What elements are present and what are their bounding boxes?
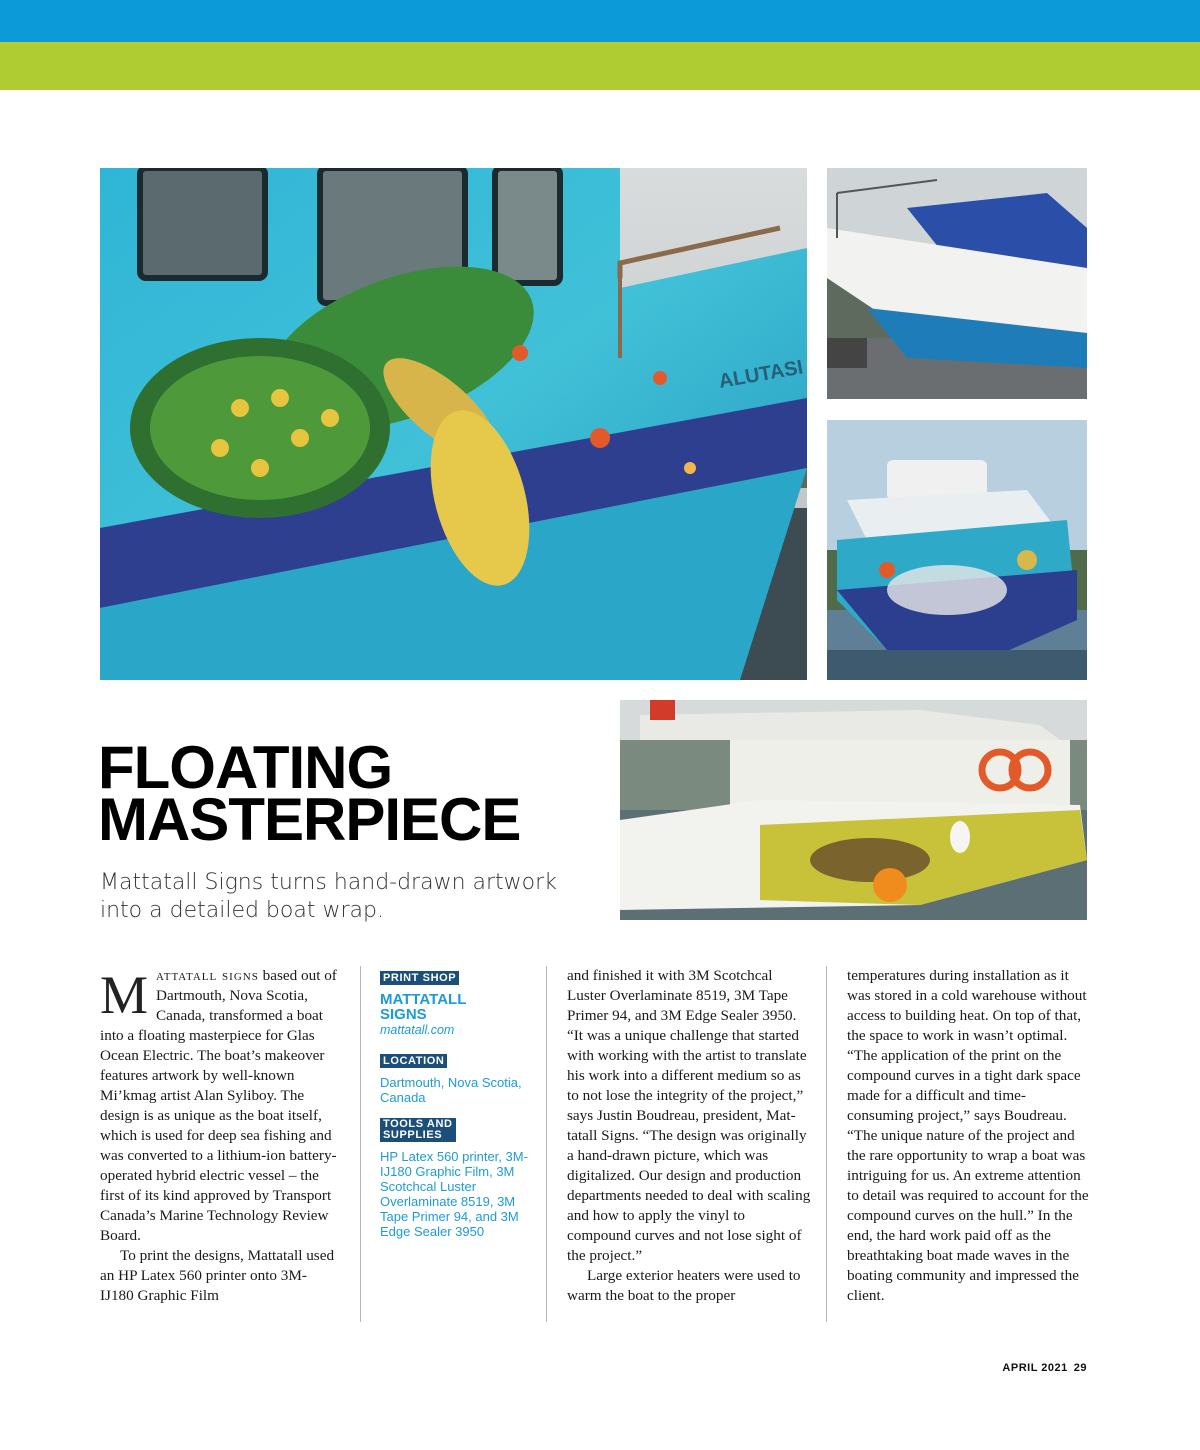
tools-value: HP Latex 560 printer, 3M-IJ180 Graphic Film, 3M Scotchcal Luster Overlaminate 8519, 3M Tape Primer 94, and 3M Edge Sealer 3950 <box>380 1149 528 1239</box>
article-subhead: Mattatall Signs turns hand-drawn artwork into a detailed boat wrap. <box>100 870 557 923</box>
drop-cap: M <box>100 965 149 1025</box>
location-value: Dartmouth, Nova Scotia, Canada <box>380 1075 522 1105</box>
column-divider <box>826 966 827 1322</box>
headline-line-1: FLOATING <box>98 734 393 801</box>
boat-before-wrap-photo <box>827 168 1087 399</box>
boat-wrap-sea-turtle-photo <box>100 168 807 680</box>
article-paragraph <box>100 966 338 1246</box>
fact-sidebar <box>380 968 535 1252</box>
boat-wrapped-bow-photo <box>827 420 1087 680</box>
article-paragraph: Large exterior heaters were used to warm the boat to the proper <box>567 1267 801 1304</box>
article-paragraph: temperatures during installation as it was stored in a cold warehouse without access to building heat. On top of that, the space to work in wasn’t optimal. “The application of the print on the compound curves in a tight dark space made for a difficult and time-consuming project,” says Boudreau. “The unique nature of the project and the rare opportunity to wrap a boat was intriguing for us. An extreme attention to detail was required to account for the compound curves on the hull.” In the end, the hard work paid off as the breathtaking boat made waves in the boating community and impressed the client. <box>847 967 1089 1304</box>
print-shop-name <box>380 992 535 1022</box>
column-divider <box>546 966 547 1322</box>
column-divider <box>360 966 361 1322</box>
svg-text:ALUTASI: ALUTASI <box>717 356 805 393</box>
lead-in-smallcaps: attatall signs <box>156 967 259 984</box>
top-color-band <box>0 0 1200 42</box>
print-shop-url: mattatall.com <box>380 1023 455 1037</box>
article-paragraph: To print the designs, Mattatall used an HP Latex 560 printer onto 3M-IJ180 Graphic Film <box>100 1247 335 1304</box>
boat-wrapped-stern-photo <box>620 700 1087 920</box>
article-column-1 <box>100 966 338 1306</box>
headline-line-2: MASTERPIECE <box>98 786 521 853</box>
paragraph-text: based out of Dartmouth, Nova Scotia, Canada, transformed a boat into a floating masterpiece for Glas Ocean Electric. The boat’s makeover features artwork by well-known Mi’kmag artist Alan Syliboy. The design is as unique as the boat itself, which is used for deep sea fishing and was converted to a lithium-ion battery-operated hybrid electric vessel – the first of its kind approved by Transport Canada’s Marine Technology Review Board. <box>100 967 337 1244</box>
issue-date: APRIL 2021 <box>1002 1362 1068 1374</box>
page-number: 29 <box>1073 1362 1087 1374</box>
print-shop-name-line: MATTATALL <box>380 991 467 1008</box>
tools-label-line: TOOLS AND <box>383 1118 453 1130</box>
article-headline <box>98 734 598 853</box>
tools-label-line: SUPPLIES <box>383 1129 443 1141</box>
article-column-4 <box>847 966 1091 1306</box>
location-label: LOCATION <box>380 1054 447 1068</box>
tools-label <box>380 1118 456 1142</box>
tools-block <box>380 1118 535 1239</box>
article-paragraph: and finished it with 3M Scotchcal Luster Overlaminate 8519, 3M Tape Primer 94, and 3M Edge Sealer 3950. “It was a unique challenge that started with working with the artist to translate his work into a different medium so as to not lose the integrity of the project,” says Justin Boudreau, president, Mattatall Signs. “The design was originally a hand-drawn picture, which was digitalized. Our design and production departments needed to deal with scaling and how to apply the vinyl to compound curves and not lose sight of the project.” <box>567 967 811 1264</box>
print-shop-label: PRINT SHOP <box>380 971 459 985</box>
accent-color-band <box>0 42 1200 90</box>
page-folio <box>996 1362 1087 1374</box>
article-column-3 <box>567 966 811 1306</box>
print-shop-name-line: SIGNS <box>380 1006 427 1023</box>
print-shop-block <box>380 968 535 1038</box>
location-block <box>380 1051 535 1105</box>
